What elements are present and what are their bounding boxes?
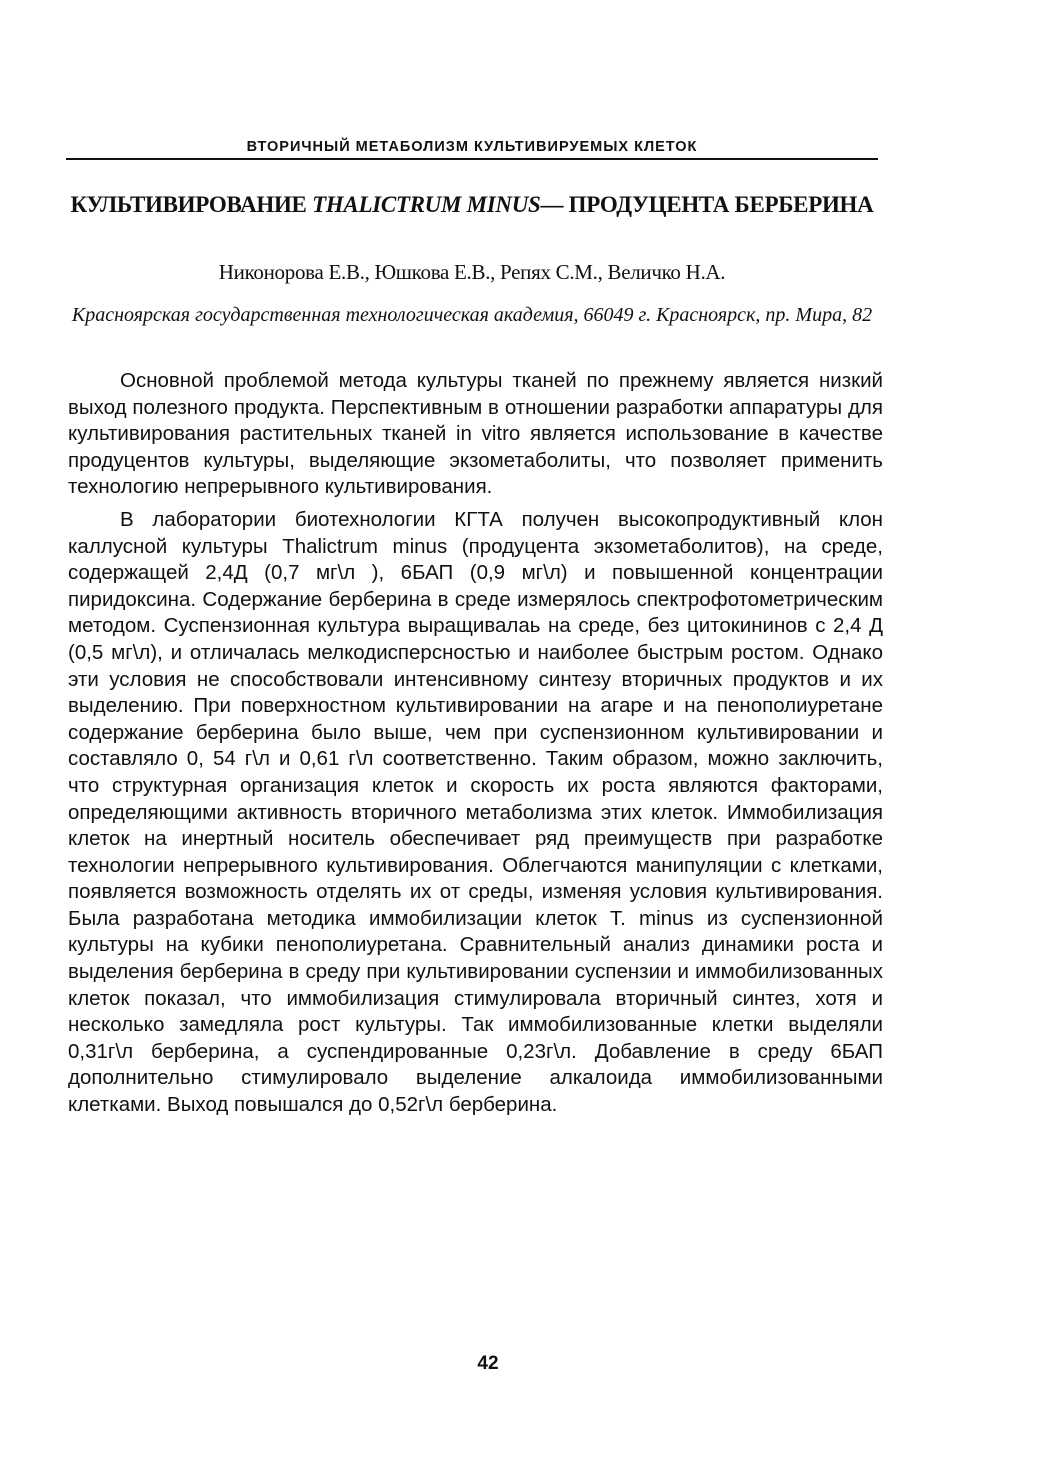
paragraph-1: Основной проблемой метода культуры тканей по прежнему является низкий выход полезного продукта. Перспективным в отношении разработки аппаратуры для культивирования растительных тканей in vitro является использование в качестве продуцентов культуры, выделяющие экзометаболиты, что позволяет применить технологию непрерывного культивирования.: [68, 369, 883, 499]
affiliation: Красноярская государственная технологическая академия, 66049 г. Красноярск, пр. Мира, 82: [71, 304, 873, 326]
title-part-2: — ПРОДУЦЕНТА БЕРБЕРИНА: [540, 192, 874, 217]
title-species: THALICTRUM MINUS: [312, 192, 541, 217]
authors: Никонорова Е.В., Юшкова Е.В., Репях С.М., Величко Н.А.: [218, 260, 726, 284]
paragraph-2: В лаборатории биотехнологии КГТА получен высокопродуктивный клон каллусной культуры Thalictrum minus (продуцента экзометаболитов), на среде, содержащей 2,4Д (0,7 мг\л ), 6БАП (0,9 мг\л) и повышенной концентрации пиридоксина. Содержание берберина в среде измерялось спектрофотометрическим методом. Суспензионная культура выращивалаь на среде, без цитокининов с 2,4 Д (0,5 мг\л), и отличалась мелкодисперсностью и наиболее быстрым ростом. Однако эти условия не способствовали интенсивному синтезу вторичных продуктов и их выделению. При поверхностном культивировании на агаре и на пенополиуретане содержание берберина было выше, чем при суспензионном культивировании и составляло 0, 54 г\л и 0,61 г\л соответственно. Таким образом, можно заключить, что структурная организация клеток и скорость их роста являются факторами, определяющими активность вторичного метаболизма этих клеток. Иммобилизация клеток на инертный носитель обеспечивает ряд преимуществ при разработке технологии непрерывного культивирования. Облегчаются манипуляции с клетками, появляется возможность отделять их от среды, изменяя условия культивирования. Была разработана методика иммобилизации клеток T. minus из суспензионной культуры на кубики пенополиуретана. Сравнительный анализ динамики роста и выделения берберина в среду при культивировании суспензии и иммобилизованных клеток показал, что иммобилизация стимулировала вторичный синтез, хотя и несколько замедляла рост культуры. Так иммобилизованные клетки выделяли 0,31г\л берберина, а суспендированные 0,23г\л. Добавление в среду 6БАП дополнительно стимулировало выделение алкалоида иммобилизованными клетками. Выход повышался до 0,52г\л берберина.: [68, 507, 883, 1117]
article-body: [68, 368, 883, 1119]
header-rule: [66, 158, 878, 160]
page-number: 42: [477, 1353, 499, 1374]
running-header: ВТОРИЧНЫЙ МЕТАБОЛИЗМ КУЛЬТИВИРУЕМЫХ КЛЕТОК: [246, 139, 698, 155]
title-part-1: КУЛЬТИВИРОВАНИЕ: [70, 192, 313, 217]
article-title: [66, 190, 878, 220]
